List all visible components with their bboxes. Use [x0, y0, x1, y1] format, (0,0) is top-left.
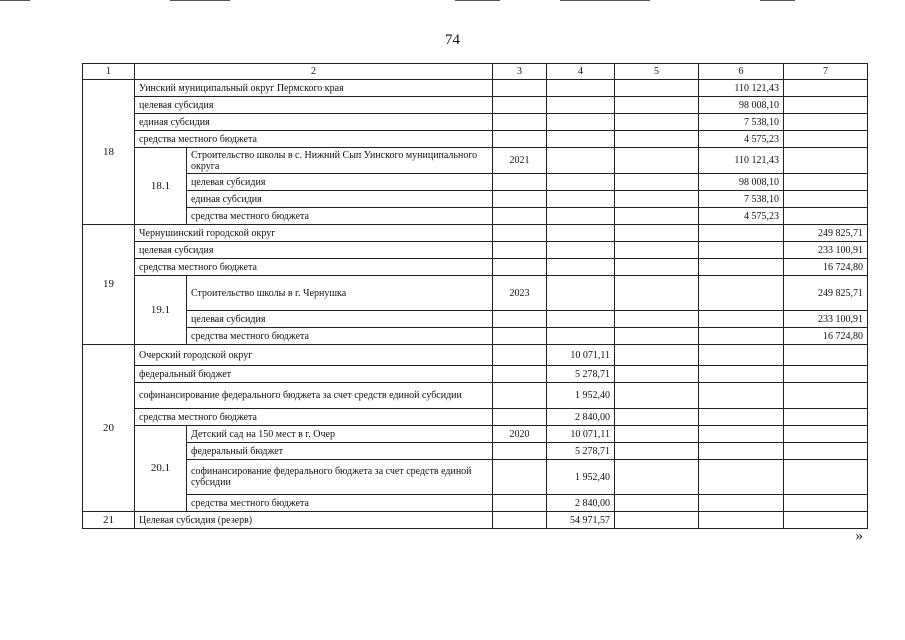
table-row — [83, 383, 868, 409]
table-row — [83, 512, 868, 529]
header-cell: 1 — [83, 64, 135, 80]
row-label: целевая субсидия — [135, 242, 493, 259]
row-label: целевая субсидия — [135, 97, 493, 114]
row-label: Детский сад на 150 мест в г. Очер — [187, 426, 493, 443]
col4-value: 54 971,57 — [547, 512, 615, 529]
col6-value: 98 008,10 — [699, 174, 784, 191]
table-row — [83, 191, 868, 208]
scan-mark — [170, 0, 230, 1]
col6-value: 110 121,43 — [699, 80, 784, 97]
col6-value: 98 008,10 — [699, 97, 784, 114]
table-row — [83, 426, 868, 443]
scan-mark — [0, 0, 30, 1]
col6-value: 7 538,10 — [699, 191, 784, 208]
row-label: Уинский муниципальный округ Пермского края — [135, 80, 493, 97]
col7-value: 233 100,91 — [784, 242, 868, 259]
row-label: средства местного бюджета — [187, 328, 493, 345]
table-row — [83, 131, 868, 148]
row-number: 20 — [83, 345, 135, 512]
table-row — [83, 443, 868, 460]
closing-quote: » — [855, 528, 863, 544]
year-value: 2021 — [493, 148, 547, 174]
page-number: 74 — [445, 32, 460, 48]
row-number: 21 — [83, 512, 135, 529]
subrow-number: 20.1 — [135, 426, 187, 512]
header-cell: 2 — [135, 64, 493, 80]
col4-value: 1 952,40 — [547, 460, 615, 495]
row-label: софинансирование федерального бюджета за счет средств единой субсидии — [187, 460, 493, 495]
table-row — [83, 276, 868, 311]
table-row — [83, 328, 868, 345]
col4-value: 1 952,40 — [547, 383, 615, 409]
col7-value: 249 825,71 — [784, 225, 868, 242]
row-label: целевая субсидия — [187, 311, 493, 328]
row-number: 19 — [83, 225, 135, 345]
row-label: Очерский городской округ — [135, 345, 493, 366]
header-cell: 6 — [699, 64, 784, 80]
table-row — [83, 242, 868, 259]
row-label: Строительство школы в г. Чернушка — [187, 276, 493, 311]
table-row — [83, 208, 868, 225]
row-label: Целевая субсидия (резерв) — [135, 512, 493, 529]
col7-value: 16 724,80 — [784, 259, 868, 276]
row-label: Строительство школы в с. Нижний Сып Уинского муниципального округа — [187, 148, 493, 174]
col4-value: 10 071,11 — [547, 426, 615, 443]
row-label: целевая субсидия — [187, 174, 493, 191]
row-label: единая субсидия — [135, 114, 493, 131]
row-label: средства местного бюджета — [135, 259, 493, 276]
table-row — [83, 148, 868, 174]
col7-value: 16 724,80 — [784, 328, 868, 345]
table-row — [83, 460, 868, 495]
year-value: 2023 — [493, 276, 547, 311]
col6-value: 4 575,23 — [699, 208, 784, 225]
subrow-number: 18.1 — [135, 148, 187, 225]
col7-value: 233 100,91 — [784, 311, 868, 328]
header-cell: 4 — [547, 64, 615, 80]
row-label: средства местного бюджета — [135, 409, 493, 426]
header-cell: 3 — [493, 64, 547, 80]
row-label: федеральный бюджет — [187, 443, 493, 460]
col4-value: 2 840,00 — [547, 495, 615, 512]
row-label: софинансирование федерального бюджета за счет средств единой субсидии — [135, 383, 493, 409]
table-row — [83, 80, 868, 97]
col6-value: 4 575,23 — [699, 131, 784, 148]
row-label: средства местного бюджета — [135, 131, 493, 148]
budget-table — [82, 63, 868, 529]
table-row — [83, 97, 868, 114]
header-cell: 7 — [784, 64, 868, 80]
scan-mark — [560, 0, 650, 1]
row-label: средства местного бюджета — [187, 208, 493, 225]
col7-value: 249 825,71 — [784, 276, 868, 311]
row-label: единая субсидия — [187, 191, 493, 208]
col4-value: 5 278,71 — [547, 443, 615, 460]
table-row — [83, 311, 868, 328]
col4-value: 5 278,71 — [547, 366, 615, 383]
year-value: 2020 — [493, 426, 547, 443]
row-number: 18 — [83, 80, 135, 225]
table-row — [83, 409, 868, 426]
scan-mark — [760, 0, 795, 1]
row-label: федеральный бюджет — [135, 366, 493, 383]
subrow-number: 19.1 — [135, 276, 187, 345]
col4-value: 10 071,11 — [547, 345, 615, 366]
row-label: средства местного бюджета — [187, 495, 493, 512]
scan-mark — [455, 0, 500, 1]
row-label: Чернушинский городской округ — [135, 225, 493, 242]
header-row — [83, 64, 868, 80]
header-cell: 5 — [615, 64, 699, 80]
table-row — [83, 259, 868, 276]
col6-value: 7 538,10 — [699, 114, 784, 131]
table-row — [83, 114, 868, 131]
table-row — [83, 366, 868, 383]
col4-value: 2 840,00 — [547, 409, 615, 426]
table-row — [83, 495, 868, 512]
table-row — [83, 174, 868, 191]
table-row — [83, 345, 868, 366]
col6-value: 110 121,43 — [699, 148, 784, 174]
table-row — [83, 225, 868, 242]
